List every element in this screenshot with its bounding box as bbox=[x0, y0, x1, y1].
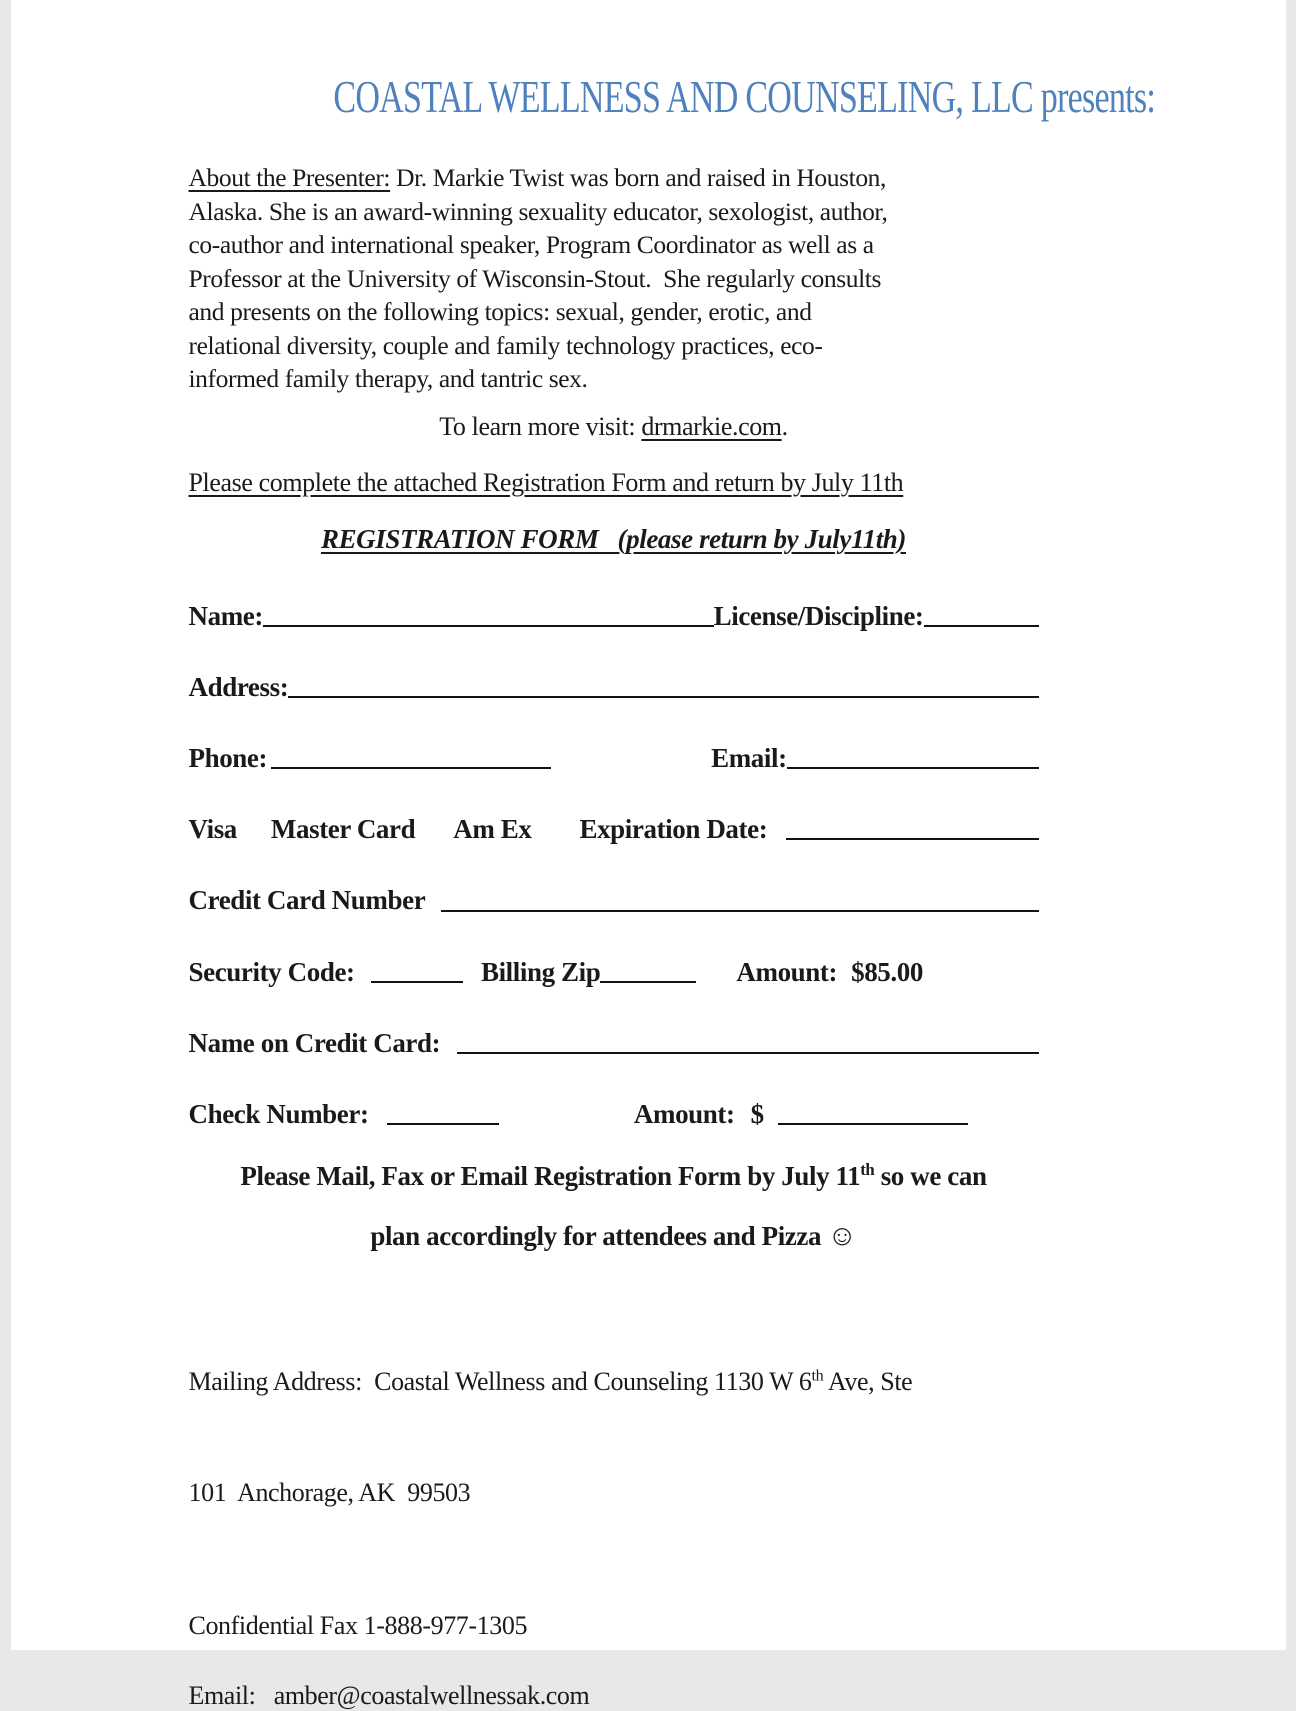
mailing-address bbox=[189, 1289, 1039, 1585]
check-amount-label: Amount: bbox=[633, 1099, 735, 1130]
check-amount-row bbox=[189, 1099, 1039, 1129]
about-line: co-author and international speaker, Program Coordinator as well as a bbox=[188, 230, 874, 259]
address-row bbox=[189, 672, 1039, 702]
security-billing-amount-row bbox=[189, 957, 1039, 987]
ordinal-suffix: th bbox=[811, 1367, 824, 1385]
check-number-field-line bbox=[387, 1121, 499, 1125]
mailing-address-line1 bbox=[189, 1363, 1039, 1400]
about-line: Alaska. She is an award-winning sexuality educator, sexologist, author, bbox=[188, 196, 888, 226]
name-on-card-field-line bbox=[457, 1050, 1039, 1054]
billing-zip-label: Billing Zip bbox=[480, 956, 601, 987]
check-amount-field-line bbox=[778, 1121, 968, 1125]
learn-more-suffix: . bbox=[781, 411, 788, 441]
mail-instruction-post: so we can bbox=[874, 1161, 987, 1192]
email-field-line bbox=[787, 765, 1039, 769]
about-line-text: Dr. Markie Twist was born and raised in Houston, bbox=[390, 163, 886, 192]
about-presenter-label: About the Presenter: bbox=[188, 163, 391, 192]
license-field-line bbox=[924, 623, 1039, 627]
expiration-date-label: Expiration Date: bbox=[579, 814, 774, 845]
about-presenter-paragraph bbox=[189, 161, 1039, 396]
mail-instruction-line2-text: plan accordingly for attendees and Pizza bbox=[370, 1221, 828, 1252]
name-on-card-label: Name on Credit Card: bbox=[188, 1027, 447, 1058]
about-line: relational diversity, couple and family technology practices, eco- bbox=[188, 330, 823, 360]
registration-form-heading bbox=[189, 524, 1039, 555]
mail-instruction-pre: Please Mail, Fax or Email Registration Form by July 11 bbox=[240, 1161, 861, 1192]
phone-email-row bbox=[189, 743, 1039, 773]
amount-value: $85.00 bbox=[851, 956, 923, 987]
learn-more-line bbox=[189, 410, 1039, 444]
dollar-sign: $ bbox=[750, 1099, 764, 1130]
registration-form-heading-text: REGISTRATION FORM (please return by July11th) bbox=[320, 523, 907, 554]
visa-option: Visa bbox=[188, 814, 237, 845]
mailing-address-line2: 101 Anchorage, AK 99503 bbox=[188, 1478, 471, 1508]
card-type-expiration-row bbox=[189, 814, 1039, 844]
mail-instruction-line1 bbox=[189, 1161, 1039, 1192]
credit-card-number-field-line bbox=[441, 908, 1038, 912]
check-number-label: Check Number: bbox=[188, 1099, 375, 1130]
document-content bbox=[11, 0, 1286, 1711]
address-label: Address: bbox=[188, 671, 289, 702]
name-field-line bbox=[263, 623, 714, 627]
mail-instruction-line2 bbox=[189, 1220, 1039, 1253]
expiration-field-line bbox=[786, 836, 1039, 840]
mastercard-option: Master Card bbox=[270, 814, 416, 845]
name-on-card-row bbox=[189, 1028, 1039, 1058]
amex-option: Am Ex bbox=[453, 814, 532, 845]
page-title bbox=[189, 0, 1155, 123]
credit-card-number-row bbox=[189, 885, 1039, 915]
contact-email: Email: amber@coastalwellnessak.com bbox=[188, 1681, 590, 1711]
ordinal-suffix: th bbox=[860, 1160, 875, 1180]
mailing-address-pre: Mailing Address: Coastal Wellness and Counseling 1130 W 6 bbox=[188, 1367, 812, 1397]
learn-more-prefix: To learn more visit: bbox=[439, 411, 642, 441]
about-line: informed family therapy, and tantric sex. bbox=[188, 364, 588, 393]
about-line: and presents on the following topics: sexual, gender, erotic, and bbox=[188, 297, 812, 326]
name-label: Name: bbox=[188, 600, 263, 631]
return-notice bbox=[189, 466, 1039, 500]
billing-zip-field-line bbox=[600, 979, 696, 983]
return-notice-text: Please complete the attached Registration Form and return by July 11th bbox=[188, 467, 904, 497]
name-license-row bbox=[189, 601, 1039, 631]
email-label: Email: bbox=[711, 742, 787, 773]
drmarkie-link[interactable]: drmarkie.com bbox=[641, 411, 782, 441]
address-field-line bbox=[288, 694, 1038, 698]
phone-field-line bbox=[271, 765, 551, 769]
confidential-fax: Confidential Fax 1-888-977-1305 bbox=[188, 1611, 528, 1641]
phone-label: Phone: bbox=[188, 742, 268, 773]
license-discipline-label: License/Discipline: bbox=[713, 600, 924, 631]
about-line bbox=[189, 161, 1039, 195]
amount-label: Amount: bbox=[736, 956, 838, 987]
security-code-field-line bbox=[371, 979, 463, 983]
document-page bbox=[11, 0, 1286, 1711]
security-code-label: Security Code: bbox=[188, 956, 361, 987]
page-title-text: COASTAL WELLNESS AND COUNSELING, LLC presents: bbox=[332, 71, 1155, 122]
mailing-address-post: Ave, Ste bbox=[823, 1367, 913, 1397]
about-line: Professor at the University of Wisconsin-Stout. She regularly consults bbox=[188, 263, 882, 293]
credit-card-number-label: Credit Card Number bbox=[188, 885, 432, 916]
smiley-icon: ☺ bbox=[827, 1220, 857, 1253]
